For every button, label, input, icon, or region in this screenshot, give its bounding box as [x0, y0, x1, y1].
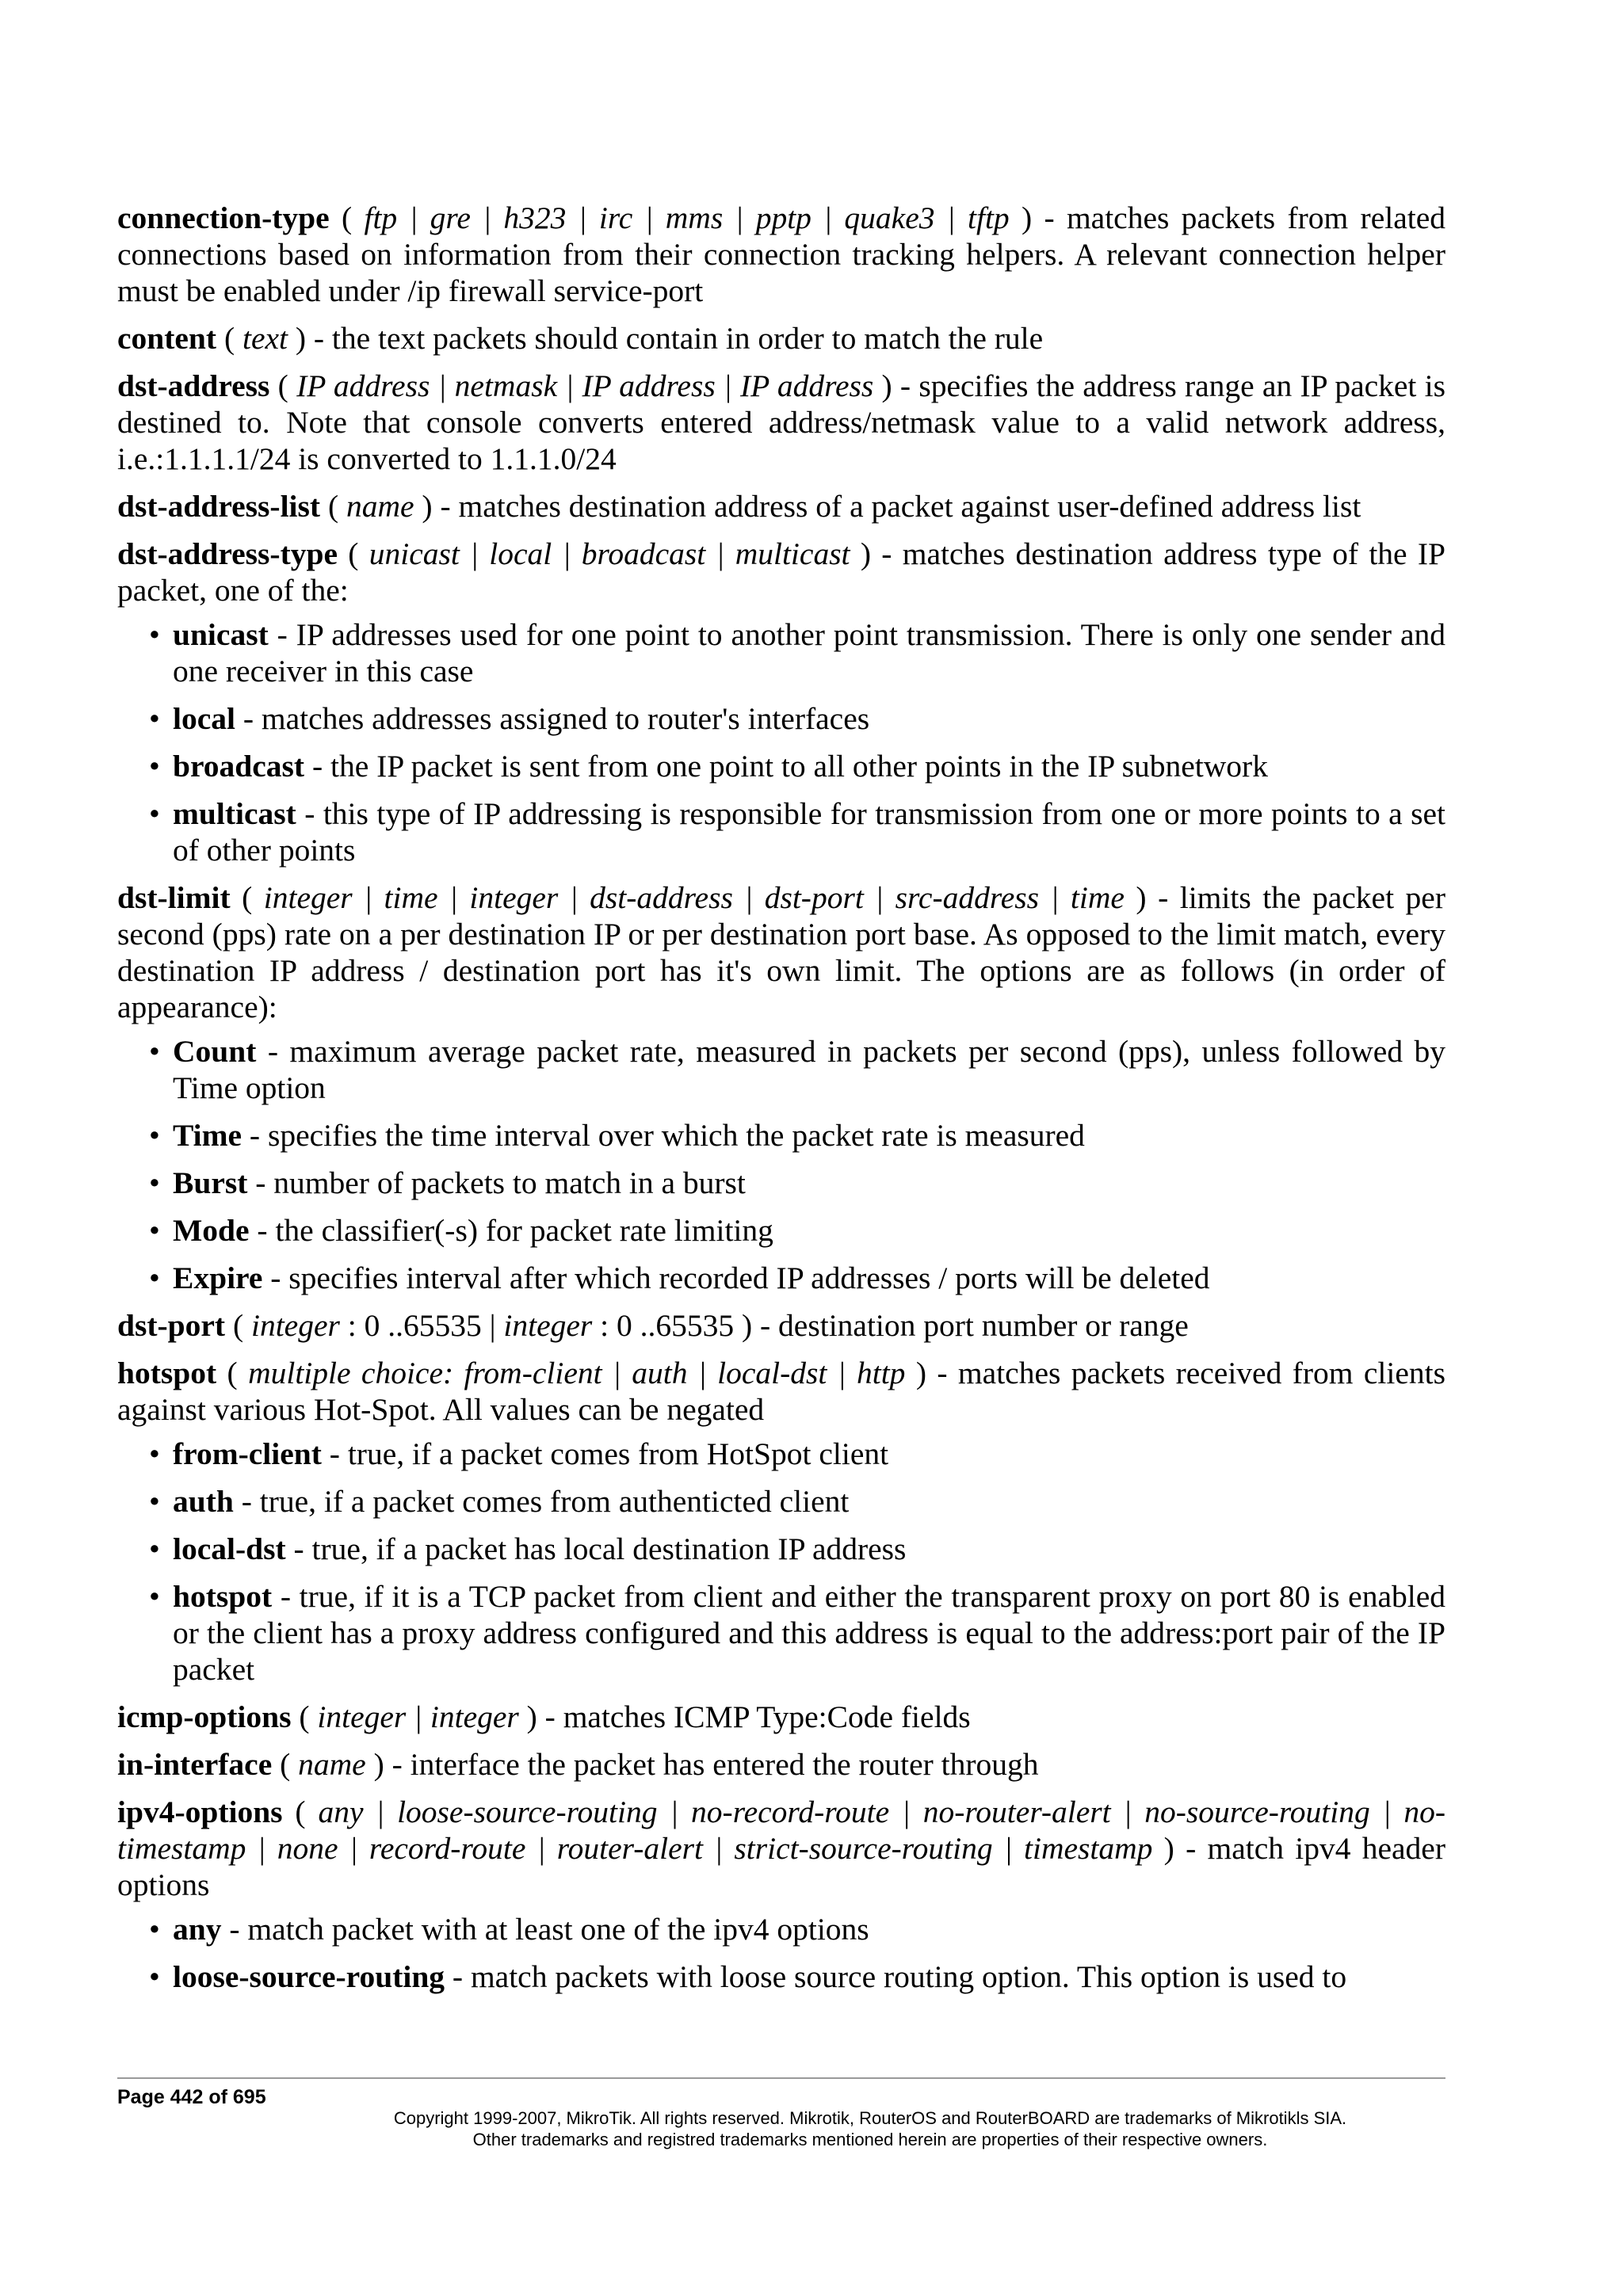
entry-options: integer — [503, 1308, 593, 1343]
entry-term: hotspot — [117, 1356, 217, 1390]
list-item-term: Count — [173, 1034, 257, 1069]
list-item-description: - match packet with at least one of the ipv4 options — [229, 1912, 869, 1947]
entry-connection-type: connection-type ( ftp | gre | h323 | irc | mms | pptp | quake3 | tftp ) - matches packets from related connections based on information from their connection tracking helpers. A relevant connection helper must be enabled under /ip firewall service-port — [117, 200, 1445, 308]
list-item — [173, 1958, 1445, 1995]
entry-in-interface: in-interface ( name ) - interface the packet has entered the router through — [117, 1747, 1039, 1782]
entry-options: integer | integer — [317, 1699, 519, 1734]
list-item — [173, 1483, 1445, 1520]
list-item — [173, 1212, 1445, 1249]
document-body — [117, 200, 1445, 2006]
entry-options: unicast | local | broadcast | multicast — [369, 536, 850, 571]
list-item-description: - IP addresses used for one point to another point transmission. There is only one sender and one receiver in this case — [173, 617, 1445, 688]
list-item-description: - specifies the time interval over which the packet rate is measured — [249, 1118, 1085, 1153]
list-item-description: - true, if it is a TCP packet from client and either the transparent proxy on port 80 is enabled or the client has a proxy address configured and this address is equal to the address:port pair of the IP packet — [173, 1579, 1446, 1687]
entry-range: : 0 ..65535 — [600, 1308, 735, 1343]
entry-options: text — [242, 321, 288, 356]
list-item-term: from-client — [173, 1436, 322, 1471]
entry-options: integer — [250, 1308, 340, 1343]
list-item — [173, 700, 1445, 737]
entry-term: dst-port — [117, 1308, 226, 1343]
page-number: Page 442 of 695 — [117, 2086, 266, 2108]
entry-term: content — [117, 321, 217, 356]
list-item — [173, 1117, 1445, 1154]
list-item-term: unicast — [173, 617, 269, 652]
list-item-term: multicast — [173, 796, 296, 831]
entry-description: - matches packets received from clients against various Hot-Spot. All values can be negated — [117, 1356, 1446, 1427]
list-item — [173, 1911, 1445, 1947]
list-item — [173, 748, 1445, 784]
list-item — [173, 1578, 1445, 1688]
entry-ipv4-options: ipv4-options ( any | loose-source-routing | no-record-route | no-router-alert | no-source-routing | no-timestamp | none | record-route | router-alert | strict-source-routing | timestamp ) - match ipv4 header options — [117, 1794, 1446, 1902]
list-item-term: Mode — [173, 1213, 250, 1248]
list-item-description: - true, if a packet comes from authenticted client — [241, 1484, 850, 1519]
entry-options: name — [298, 1747, 366, 1782]
copyright-line: Copyright 1999-2007, MikroTik. All rights reserved. Mikrotik, RouterOS and RouterBOARD are trademarks of Mikrotikls SIA. — [393, 2108, 1347, 2128]
list-item-term: broadcast — [173, 749, 305, 784]
entry-term: dst-limit — [117, 880, 231, 915]
entry-hotspot: hotspot ( multiple choice: from-client | auth | local-dst | http ) - matches packets received from clients against various Hot-Spot. All values can be negated — [117, 1356, 1446, 1427]
list-item-description: - the classifier(-s) for packet rate limiting — [257, 1213, 773, 1248]
list-item — [173, 1165, 1445, 1201]
entry-options: name — [346, 489, 414, 524]
dst-limit-list — [117, 1033, 1445, 1296]
entry-term: dst-address-type — [117, 536, 338, 571]
entry-options: any | loose-source-routing | no-record-route | no-router-alert | no-source-routing | no-timestamp | none | record-route | router-alert | strict-source-routing | timestamp — [117, 1794, 1446, 1866]
entry-term: connection-type — [117, 200, 330, 235]
entry-term: dst-address-list — [117, 489, 321, 524]
entry-description: - matches packets from related connections based on information from their connection tracking helpers. A relevant connection helper must be enabled under /ip firewall service-port — [117, 200, 1445, 308]
list-item-description: - maximum average packet rate, measured in packets per second (pps), unless followed by Time option — [173, 1034, 1445, 1105]
entry-dst-limit: dst-limit ( integer | time | integer | dst-address | dst-port | src-address | time ) - limits the packet per second (pps) rate on a per destination IP or per destination port base. As opposed to the limit match, every destination IP address / destination port has it's own limit. The options are as follows (in order of appearance): — [117, 880, 1445, 1024]
entry-options: multiple choice: from-client | auth | local-dst | http — [248, 1356, 906, 1390]
list-item-term: loose-source-routing — [173, 1959, 445, 1994]
footer-copyright — [117, 2107, 1623, 2150]
entry-dst-address: dst-address ( IP address | netmask | IP address | IP address ) - specifies the address range an IP packet is destined to. Note that console converts entered address/netmask value to a valid network address, i.e.:1.1.1.1/24 is converted to 1.1.1.0/24 — [117, 368, 1445, 476]
list-item-term: Expire — [173, 1261, 263, 1295]
list-item-term: Time — [173, 1118, 242, 1153]
entry-content: content ( text ) - the text packets should contain in order to match the rule — [117, 321, 1044, 356]
entry-options: integer | time | integer | dst-address | dst-port | src-address | time — [263, 880, 1125, 915]
entry-description: - matches destination address type of the IP packet, one of the: — [117, 536, 1446, 608]
entry-description: - specifies the address range an IP packet is destined to. Note that console converts entered address/netmask value to a valid network address, i.e.:1.1.1.1/24 is converted to 1.1.1.0/24 — [117, 368, 1445, 476]
entry-term: in-interface — [117, 1747, 273, 1782]
entry-options: ftp | gre | h323 | irc | mms | pptp | quake3 | tftp — [364, 200, 1010, 235]
entry-term: dst-address — [117, 368, 270, 403]
ipv4-options-list — [117, 1911, 1445, 1995]
entry-description: - limits the packet per second (pps) rate on a per destination IP or per destination port base. As opposed to the limit match, every destination IP address / destination port has it's own limit. The options are as follows (in order of appearance): — [117, 880, 1445, 1024]
entry-description: - the text packets should contain in order to match the rule — [313, 321, 1044, 356]
list-item — [173, 1033, 1445, 1106]
list-item-description: - this type of IP addressing is responsible for transmission from one or more points to a set of other points — [173, 796, 1445, 868]
entry-description: - matches destination address of a packet against user-defined address list — [440, 489, 1361, 524]
entry-description: - interface the packet has entered the router through — [391, 1747, 1039, 1782]
entry-description: - match ipv4 header options — [117, 1831, 1445, 1902]
list-item — [173, 616, 1445, 689]
list-item — [173, 1260, 1445, 1296]
list-item — [173, 795, 1445, 868]
list-item-description: - matches addresses assigned to router's interfaces — [242, 701, 870, 736]
entry-icmp-options: icmp-options ( integer | integer ) - matches ICMP Type:Code fields — [117, 1699, 971, 1734]
entry-description: - matches ICMP Type:Code fields — [544, 1699, 971, 1734]
entry-options: IP address | netmask | IP address | IP address — [296, 368, 874, 403]
list-item-description: - specifies interval after which recorded IP addresses / ports will be deleted — [270, 1261, 1210, 1295]
trademark-line: Other trademarks and registred trademarks mentioned herein are properties of their respective owners. — [472, 2130, 1268, 2149]
entry-dst-address-type: dst-address-type ( unicast | local | broadcast | multicast ) - matches destination address type of the IP packet, one of the: — [117, 536, 1446, 608]
entry-range: : 0 ..65535 | — [347, 1308, 496, 1343]
hotspot-list — [117, 1436, 1445, 1688]
list-item-description: - match packets with loose source routing option. This option is used to — [452, 1959, 1347, 1994]
list-item — [173, 1531, 1445, 1567]
footer-divider — [117, 2077, 1445, 2079]
list-item-description: - the IP packet is sent from one point to all other points in the IP subnetwork — [311, 749, 1268, 784]
list-item — [173, 1436, 1445, 1472]
list-item-term: Burst — [173, 1165, 248, 1200]
entry-term: icmp-options — [117, 1699, 292, 1734]
entry-dst-address-list: dst-address-list ( name ) - matches destination address of a packet against user-defined address list — [117, 489, 1361, 524]
entry-description: - destination port number or range — [760, 1308, 1189, 1343]
list-item-term: any — [173, 1912, 222, 1947]
list-item-description: - true, if a packet comes from HotSpot client — [329, 1436, 889, 1471]
list-item-description: - number of packets to match in a burst — [255, 1165, 746, 1200]
dst-address-type-list — [117, 616, 1445, 868]
list-item-term: local — [173, 701, 235, 736]
list-item-term: hotspot — [173, 1579, 273, 1614]
list-item-term: local-dst — [173, 1531, 286, 1566]
list-item-description: - true, if a packet has local destination IP address — [293, 1531, 907, 1566]
list-item-term: auth — [173, 1484, 234, 1519]
entry-term: ipv4-options — [117, 1794, 283, 1829]
entry-dst-port: dst-port ( integer : 0 ..65535 | integer : 0 ..65535 ) - destination port number or range — [117, 1308, 1189, 1343]
